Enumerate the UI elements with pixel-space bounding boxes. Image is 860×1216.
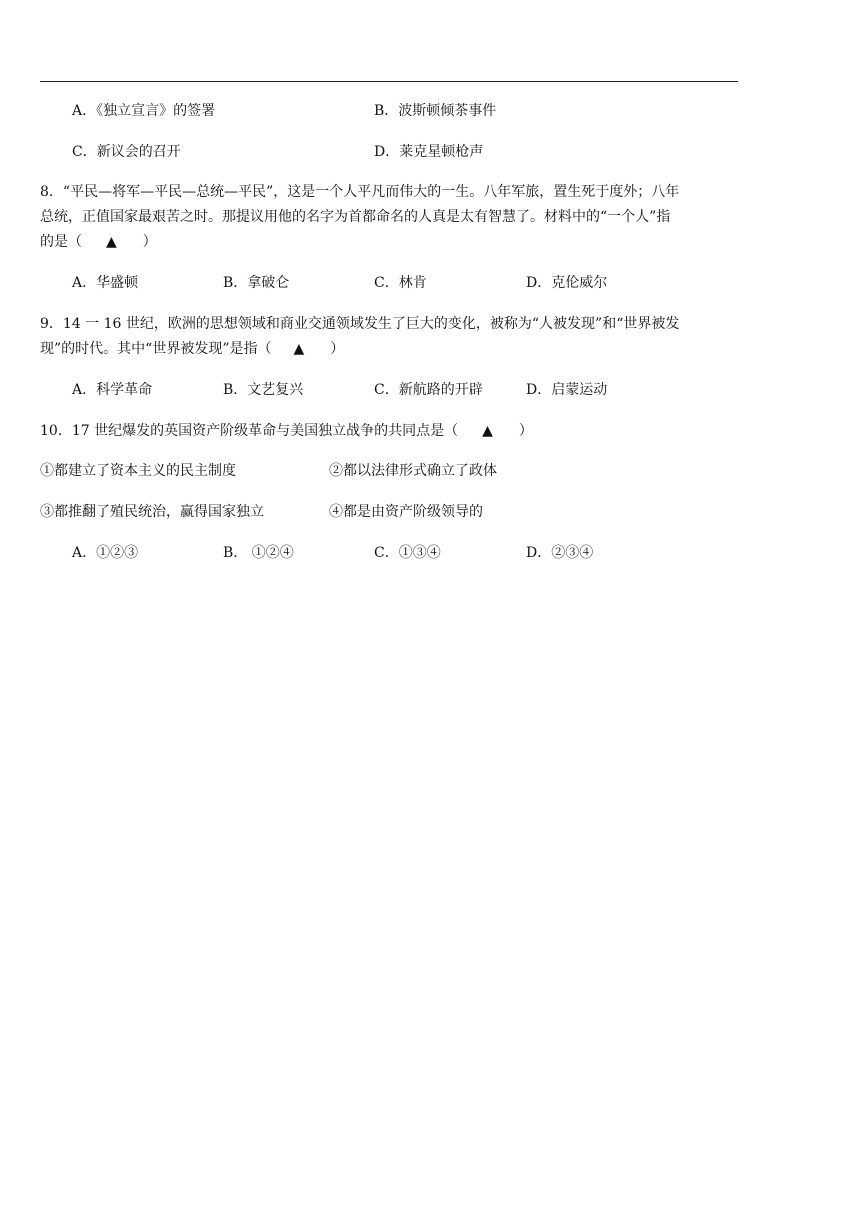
q10-prompt: 10．17 世纪爆发的英国资产阶级革命与美国独立战争的共同点是（ — [40, 423, 459, 439]
q9-option-b — [223, 380, 303, 400]
q10-option-d — [526, 543, 593, 563]
option-text: 华盛顿 — [96, 275, 139, 291]
option-letter: D． — [374, 144, 400, 160]
option-text: 《独立宣言》的签署 — [96, 103, 216, 119]
q8-option-a — [72, 273, 138, 293]
prev-option-a — [72, 101, 215, 121]
q8-option-b — [223, 273, 289, 293]
answer-placeholder-triangle-icon: ▲ — [106, 234, 117, 250]
option-letter: A． — [72, 275, 97, 291]
option-text: 启蒙运动 — [551, 382, 608, 398]
q8-option-c — [374, 273, 427, 293]
option-text: 莱克星顿枪声 — [399, 144, 484, 160]
option-letter: D． — [526, 275, 552, 291]
option-text: 科学革命 — [96, 382, 153, 398]
option-letter: D． — [526, 545, 552, 561]
option-text: ②③④ — [551, 545, 594, 561]
q9-prompt: 现”的时代。其中“世界被发现”是指（ — [40, 341, 272, 357]
q9-line-2 — [40, 339, 344, 359]
q10-close-paren: ） — [518, 423, 533, 439]
option-letter: A． — [72, 382, 97, 398]
prev-option-b — [374, 101, 496, 121]
option-letter: D． — [526, 382, 552, 398]
q9-close-paren: ） — [330, 341, 345, 357]
q10-option-a — [72, 543, 138, 563]
q10-statement-3: ③都推翻了殖民统治，赢得国家独立 — [40, 504, 264, 520]
prev-option-d — [374, 142, 483, 162]
q8-line-1: 8．“平民—将军—平民—总统—平民”，这是一个人平凡而伟大的一生。八年军旅，置生死于度外；八年 — [40, 184, 680, 200]
q8-option-d — [526, 273, 607, 293]
q10-statement-1: ①都建立了资本主义的民主制度 — [40, 463, 236, 479]
option-text: 林肯 — [398, 275, 427, 291]
q8-line-2: 总统，正值国家最艰苦之时。那提议用他的名字为首都命名的人真是太有智慧了。材料中的“一个人”指 — [40, 209, 671, 225]
option-letter: B． — [223, 545, 248, 561]
option-letter: C． — [374, 545, 399, 561]
q8-line-3 — [40, 232, 157, 252]
header-rule — [40, 81, 738, 82]
option-letter: A． — [72, 545, 97, 561]
answer-placeholder-triangle-icon: ▲ — [482, 423, 493, 439]
option-text: ①②④ — [247, 545, 294, 561]
q10-line-1 — [40, 421, 533, 441]
option-text: 文艺复兴 — [247, 382, 304, 398]
option-letter: A． — [72, 103, 97, 119]
q9-option-d — [526, 380, 607, 400]
q8-prompt: 的是（ — [40, 234, 82, 250]
option-text: ①③④ — [398, 545, 441, 561]
option-letter: C． — [374, 275, 399, 291]
option-letter: C． — [374, 382, 399, 398]
q9-option-a — [72, 380, 152, 400]
q10-statement-2: ②都以法律形式确立了政体 — [329, 463, 497, 479]
option-text: 新航路的开辟 — [398, 382, 483, 398]
q9-line-1: 9．14 一 16 世纪，欧洲的思想领域和商业交通领域发生了巨大的变化，被称为“人被发现”和“世界被发 — [40, 316, 680, 332]
option-text: 克伦威尔 — [551, 275, 608, 291]
option-letter: B． — [223, 275, 248, 291]
option-text: ①②③ — [96, 545, 139, 561]
prev-option-c — [72, 142, 181, 162]
option-text: 拿破仑 — [247, 275, 290, 291]
option-letter: C． — [72, 144, 97, 160]
q10-statement-4: ④都是由资产阶级领导的 — [329, 504, 483, 520]
q9-option-c — [374, 380, 483, 400]
q10-option-b — [223, 543, 294, 563]
answer-placeholder-triangle-icon: ▲ — [293, 341, 305, 357]
option-letter: B． — [374, 103, 399, 119]
option-text: 波斯顿倾茶事件 — [398, 103, 497, 119]
option-text: 新议会的召开 — [96, 144, 181, 160]
q8-close-paren: ） — [142, 234, 157, 250]
option-letter: B． — [223, 382, 248, 398]
q10-option-c — [374, 543, 441, 563]
